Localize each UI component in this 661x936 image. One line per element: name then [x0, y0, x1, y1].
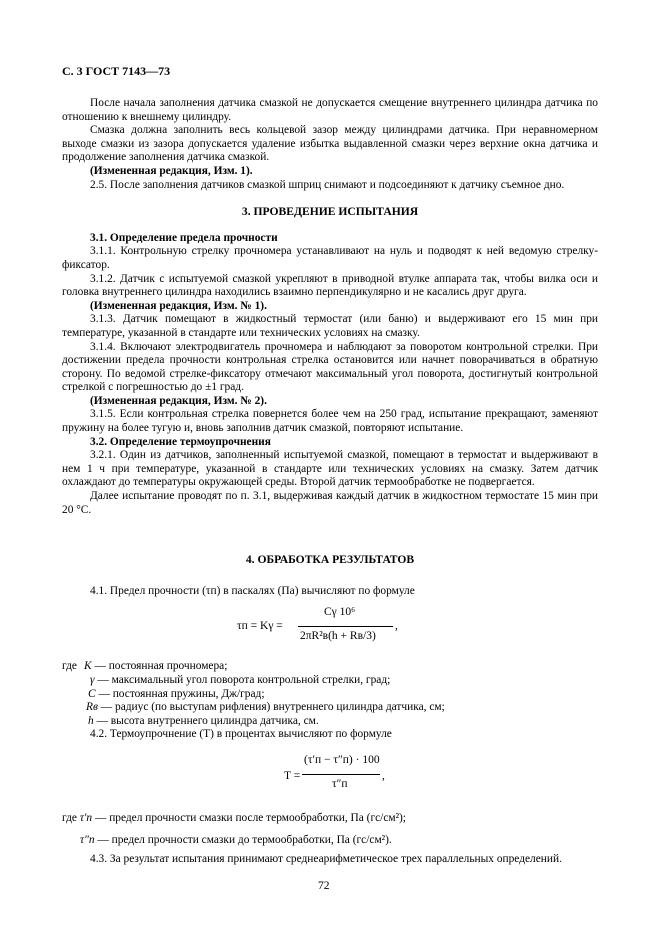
subsection-3-2-title: 3.2. Определение термоупрочнения: [90, 435, 271, 448]
paragraph: 4.1. Предел прочности (τп) в паскалях (Па) вычисляют по формуле: [90, 584, 415, 597]
definition-item: где τ′п — предел прочности смазки после термообработки, Па (гс/см²);: [62, 811, 406, 824]
edition-note: (Измененная редакция, Изм. № 1).: [90, 299, 267, 312]
paragraph: 3.2.1. Один из датчиков, заполненный испытуемой смазкой, помещают в термостат и выдерживают в нем 1 ч при температуре, указанной в стандарте или технических условиях на смазку. Затем датчик охлаждают до температуры окружающей среды. Второй датчик термообработке не подвергается.: [62, 449, 598, 489]
edition-note: (Измененная редакция, Изм. № 2).: [90, 394, 267, 407]
formula-numerator: (τ′п − τ″п) · 100: [304, 753, 380, 766]
fraction-bar: [302, 774, 380, 775]
definition-item: τ″п — предел прочности смазки до термообработки, Па (гс/см²).: [80, 833, 392, 846]
paragraph: 3.1.3. Датчик помещают в жидкостный термостат (или баню) и выдерживают его 15 мин при температуре, указанной в стандарте или технических условиях на смазку.: [62, 313, 598, 339]
paragraph: 3.1.4. Включают электродвигатель прочномера и наблюдают за поворотом контрольной стрелки. При достижении предела прочности контрольная стрелка остановится или начнет поворачиваться в обратную сторону. По ведомой стрелке-фиксатору отмечают максимальный угол поворота, достигнутый контрольной стрелкой с погрешностью до ±1 град.: [62, 340, 598, 394]
edition-note: (Измененная редакция, Изм. 1).: [90, 164, 253, 177]
definition-item: K — постоянная прочномера;: [84, 660, 228, 673]
document-body: [62, 97, 598, 867]
paragraph: Далее испытание проводят по п. 3.1, выдерживая каждый датчик в жидкостном термостате 15 мин при 20 °С.: [62, 490, 598, 516]
definition-item: γ — максимальный угол поворота контрольной стрелки, град;: [90, 674, 391, 686]
where-label: где: [62, 660, 77, 673]
paragraph: 2.5. После заполнения датчиков смазкой шприц снимают и подсоединяют к датчику съемное дно.: [90, 178, 565, 191]
paragraph: 4.3. За результат испытания принимают среднеарифметическое трех параллельных определений.: [90, 853, 562, 866]
section-4-title: 4. ОБРАБОТКА РЕЗУЛЬТАТОВ: [245, 553, 415, 567]
fraction-bar: [298, 626, 393, 627]
paragraph: Смазка должна заполнить весь кольцевой зазор между цилиндрами датчика. При неравномерном выходе смазки из зазора допускается удаление избытка выдавленной смазки через верхние окна датчика и продолжение заполнения датчика смазкой.: [62, 124, 598, 164]
paragraph: После начала заполнения датчика смазкой не допускается смещение внутреннего цилиндра датчика по отношению к внешнему цилиндру.: [62, 97, 598, 123]
definition-item: C — постоянная пружины, Дж/град;: [88, 687, 265, 700]
paragraph: 3.1.1. Контрольную стрелку прочномера устанавливают на нуль и подводят к ней ведомую стрелку-фиксатор.: [62, 245, 598, 271]
formula-numerator: Cγ 10⁶: [324, 606, 356, 619]
subsection-3-1-title: 3.1. Определение предела прочности: [90, 231, 278, 244]
formula-lhs: T =: [284, 769, 301, 782]
section-3-title: 3. ПРОВЕДЕНИЕ ИСПЫТАНИЯ: [241, 205, 419, 219]
formula-lhs: τп = Kγ =: [237, 620, 283, 633]
formula-denominator: 2πR²в(h + Rв/3): [300, 630, 376, 643]
paragraph: 3.1.5. Если контрольная стрелка повернется более чем на 250 град, испытание прекращают, заменяют пружину на более тугую и, вновь заполнив датчик смазкой, повторяют испытание.: [62, 408, 598, 435]
definition-item: Rв — радиус (по выступам рифления) внутреннего цилиндра датчика, см;: [86, 701, 445, 714]
paragraph: 3.1.2. Датчик с испытуемой смазкой укрепляют в приводной втулке аппарата так, чтобы вилка оси и головка внутреннего цилиндра находились взаимно перпендикулярно и не касались друг друга.: [62, 272, 598, 299]
formula-strength: τп = Kγ = Cγ 10⁶ 2πR²в(h + Rв/3) ,: [237, 606, 398, 643]
formula-thermo: T = (τ′п − τ″п) · 100 τ″п ,: [284, 753, 385, 790]
definition-item: h — высота внутреннего цилиндра датчика, см.: [88, 714, 319, 727]
page-header: С. 3 ГОСТ 7143—73: [62, 64, 171, 78]
page-number: 72: [318, 880, 330, 892]
paragraph: 4.2. Термоупрочнение (T) в процентах вычисляют по формуле: [90, 728, 392, 741]
formula-denominator: τ″п: [332, 777, 348, 790]
